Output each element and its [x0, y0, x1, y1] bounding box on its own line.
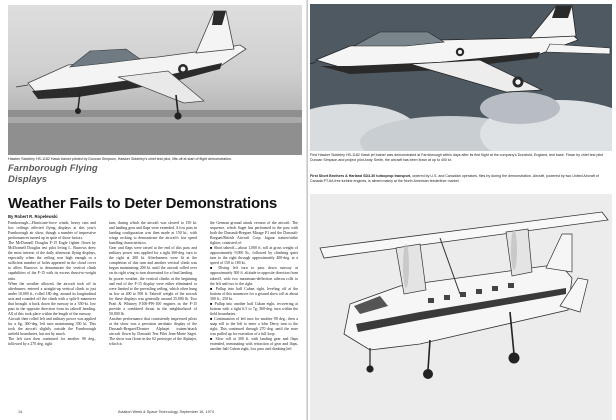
section-banner: Farnborough Flying Displays: [8, 163, 98, 185]
hawk-photo-caption: Hawker Siddeley HS-1182 Hawk trainer piloted by Duncan Simpson, Hawker Siddeley's chief test pilot, lifts off at start of flight demonstration.: [8, 157, 232, 161]
paragraph: The left turn then continued for another 90 deg., followed by a 270 deg. right: [8, 337, 96, 347]
paragraph: When the weather allowed, the aircraft took off in afterburner, entered a straight-up vertical climb to just under 10,000 ft., rolled 180 deg. around its longitudinal axis and rounded off the climb with a split-S maneuver that brought it back down the runway in a 350-kt. low pass in the opposite direction from its takeoff heading. All of this took place within the length of the runway.: [8, 281, 96, 316]
page-number: 14: [18, 410, 23, 414]
article-column-1: [8, 221, 96, 347]
paragraph: turn, during which the aircraft was slowed to 150 kt. and landing gear and flaps were extended. A low pass in landing configuration was then made at 150 kt., with wings rocking to demonstrate the aircraft's low speed handling characteristics.: [109, 221, 197, 246]
right-page: [308, 0, 616, 420]
bullet-item: ■ Diving left turn to pass down runway at approximately 300 ft. altitude in opposite direction from takeoff, with two maximum-deflection aileron rolls to the left and two to the right.: [210, 266, 298, 286]
article-column-3: [210, 221, 298, 352]
bullet-item: ■ Pullup into another half Cuban eight, recovering at bottom with a tight 6.5 to 7g, 360-deg. turn within the field boundaries.: [210, 301, 298, 316]
shorts-caption-body: ordered by U.S. and Canadian operators, flies by during the demonstration. Aircraft, powered by two United Aircraft of Canada PT-6A free turbine engines, is aimed mainly at the North American feederliner market.: [310, 174, 599, 183]
hawk-above-clouds-photo: [310, 4, 612, 151]
shorts-transport-illustration: [310, 194, 612, 420]
paragraph: In poorer weather, the vertical climbs at the beginning and end of the F-15 display were either eliminated or were limited to the prevailing ceiling, which often hung as low as 400 to 500 ft. Takeoff weight of the aircraft for these displays was generally around 35,000 lb. Two Pratt & Whitney F100-PW-100 engines in the F-15 provide a combined thrust in the neighborhood of 50,000 lb.: [109, 276, 197, 316]
bullet-item: ■ Slow roll at 300 ft. with landing gear and flaps extended, terminating with retraction of gear and flaps, another half Cuban eight, low pass and climbing left: [210, 337, 298, 352]
paragraph: Another performance that consistently impressed pilots at the show was a precision aerobatic display of the Dassault-Breguet/Dornier Alphajet trainer/attack aircraft flown by Dassault Test Pilot Jean-Marie Saget. The show was flown in the 02 prototype of the Alphajet, which is: [109, 316, 197, 347]
shorts-caption-lead: First Short Brothers & Harland SD3-30 turboprop transport,: [310, 174, 412, 178]
hawk-takeoff-photo: [8, 5, 302, 155]
bullet-item: ■ Short takeoff—about 1,000 ft. roll at gross weight of approximately 9,000 lb., followed by climbing quiet turn to the right through approximately 400-deg. at a speed of 150 to 180 kt.: [210, 246, 298, 266]
paragraph: Farnborough—Hurricane-force winds, heavy rain and low ceilings affected flying displays at this year's Farnborough air show, though a number of impressive performances turned up in spite of those factors.: [8, 221, 96, 241]
shorts-sd3-30-photo: [310, 194, 612, 420]
paragraph: The McDonnell Douglas F-15 Eagle fighter flown by McDonnell Douglas test pilot Irving L. Burrows drew the most interest of the daily afternoon flying displays, especially when the ceiling rose high enough or a sufficient number of holes appeared in the cloud cover to allow Burrows to demonstrate the vertical climb capabilities of the F-15 with its excess thrust-to-weight ratio.: [8, 241, 96, 281]
hawk-takeoff-illustration: [8, 5, 302, 155]
paragraph: the German ground attack version of the aircraft. The sequence, which Saget has performed in the past with both the Dassault-Breguet Mirage F1 and the Dassault-Breguet/British Aircraft Corp. Jaguar trainer/strike fighter, consisted of:: [210, 221, 298, 246]
paragraph: Gear and flaps were raised at the end of this pass and military power was applied for a tight 360-deg. turn to the right at 200 kt. Afterburners were lit at the completion of this turn and another vertical climb was begun maintaining 200 kt. until the aircraft rolled over on its right wing to turn downwind for a final landing.: [109, 246, 197, 276]
article-headline: Weather Fails to Deter Demonstrations: [8, 195, 278, 212]
shorts-caption: [310, 174, 612, 183]
hawk-clouds-caption: First Hawker Siddeley HS-1182 Hawk jet trainer was demonstrated at Farnborough within days after its first flight at the company's Dunsfold, England, test base. Flown by chief test pilot Duncan Simpson and project pilot Andy Smith, the aircraft has been flown at up to 400 kt.: [310, 153, 604, 162]
bullet-item: ■ Continuation of left turn for another 90 deg., then a snap roll to the left to enter a lobe Derry turn to the right. This continued through 270 deg. until the nose was pulled up for execution of a full loop.: [210, 316, 298, 337]
publication-footer: Aviation Week & Space Technology, September 16, 1974: [118, 410, 214, 414]
hawk-clouds-illustration: [310, 4, 612, 151]
bullet-item: ■ Pullup into half Cuban right, leveling off at the bottom of this maneuver for a ground show roll at about 300 ft., 250 kt.: [210, 286, 298, 301]
article-byline: By Robert R. Ropelewski: [8, 214, 58, 219]
article-column-2: [109, 221, 197, 347]
paragraph: Aircraft then rolled left and military power was applied for a 6g, 360-deg. left turn maintaining 350 kt. This took the aircraft slightly outside the Farnborough airfield boundaries, but not by much.: [8, 316, 96, 337]
